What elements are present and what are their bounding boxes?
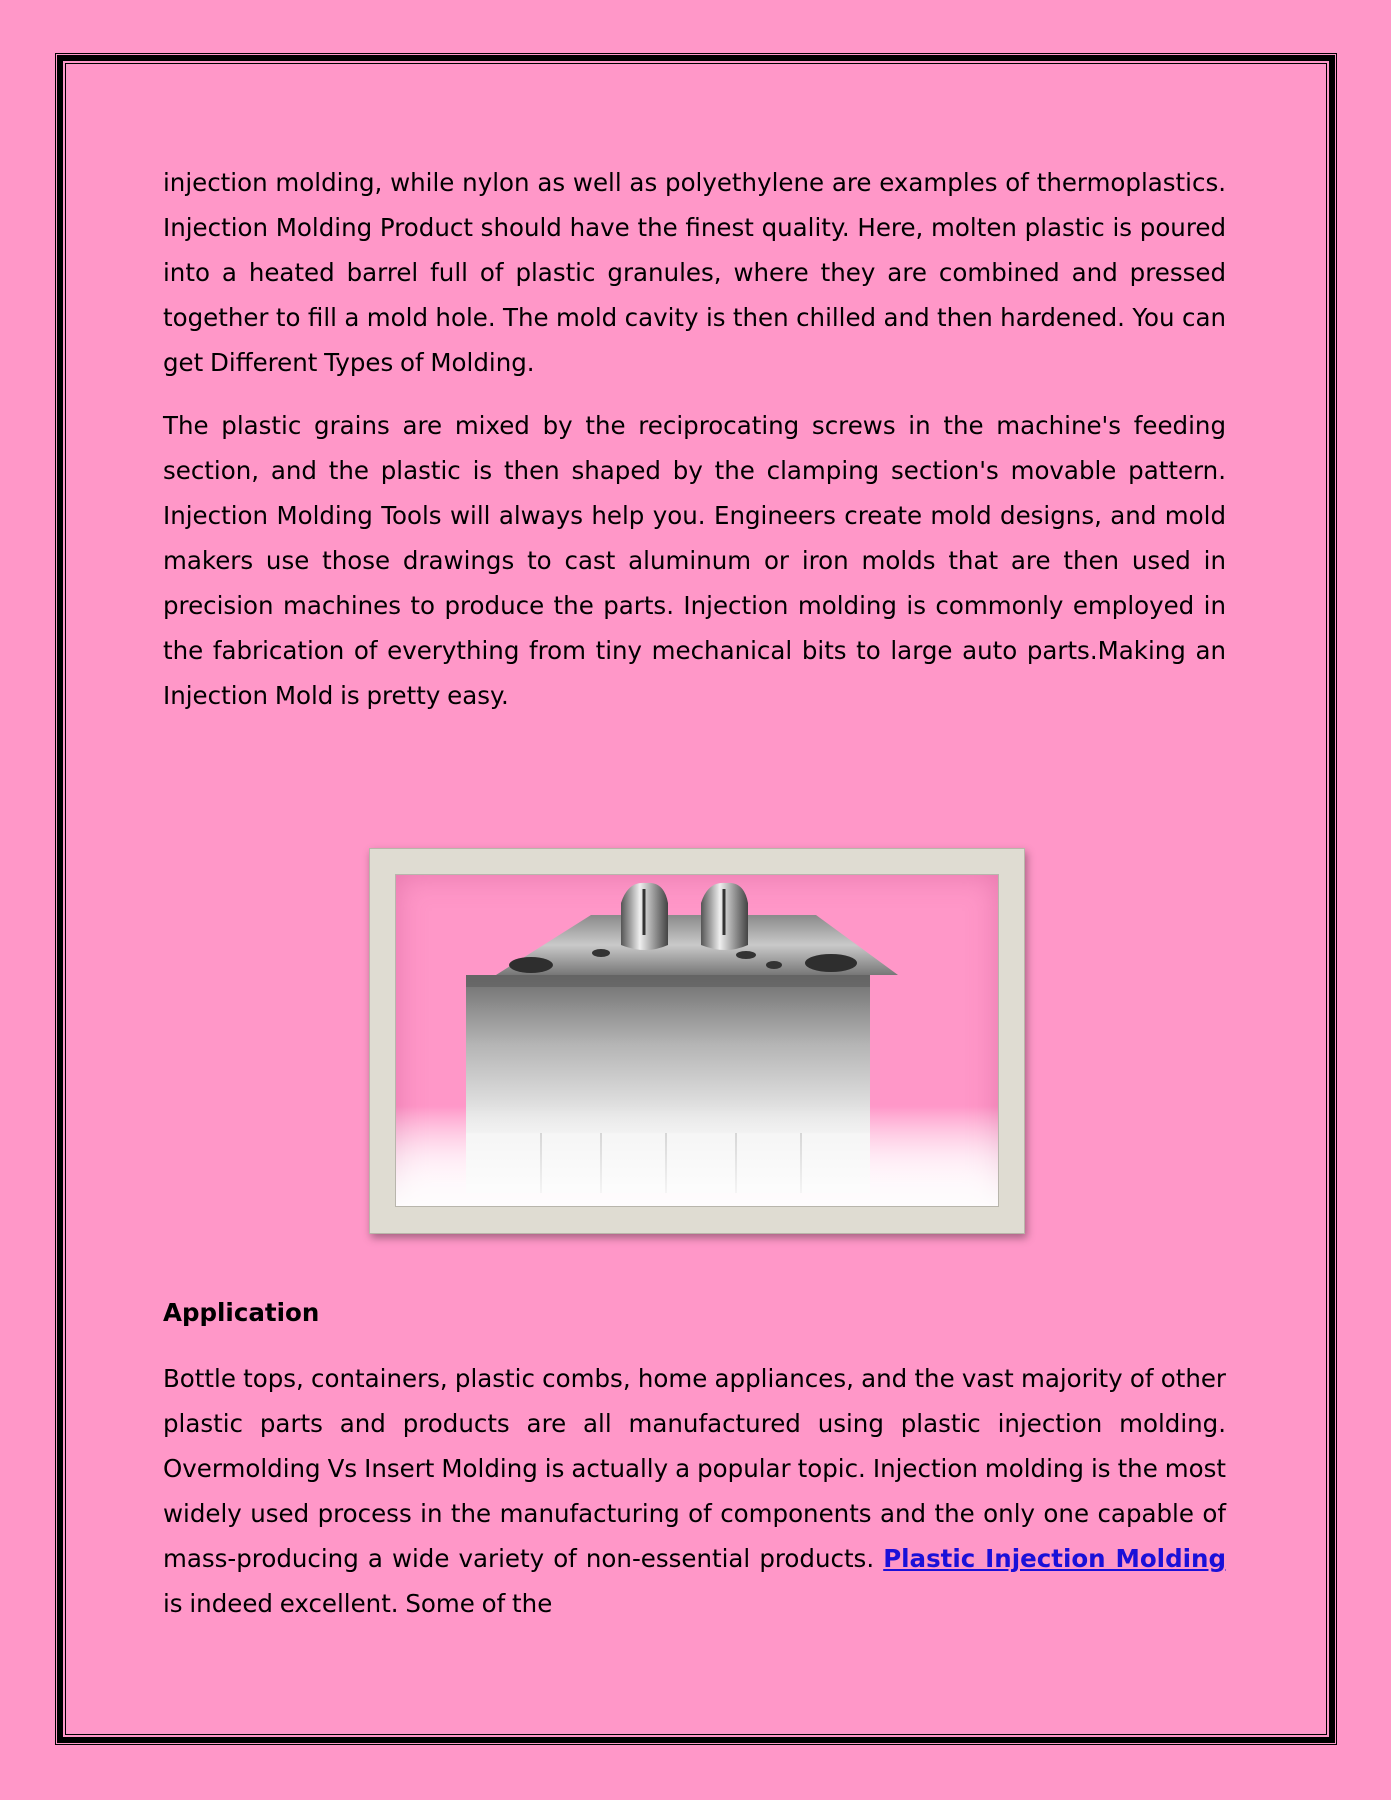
mold-hole-right — [805, 954, 857, 972]
mold-hole-left — [509, 957, 553, 973]
mold-hole-small — [736, 951, 756, 959]
mold-figure — [369, 848, 1025, 1234]
paragraph-screws: The plastic grains are mixed by the reciprocating screws in the machine's feeding section, and the plastic is then shaped by the clamping section's movable pattern. Injection Molding Tools will always help you. Engineers create mold designs, and mold makers use those drawings to cast aluminum or iron molds that are then used in precision machines to produce the parts. Injection molding is commonly employed in the fabrication of everything from tiny mechanical bits to large auto parts.Making an Injection Mold is pretty easy. — [163, 411, 1226, 710]
image-fade — [396, 1105, 999, 1207]
mold-hole-small — [592, 949, 610, 957]
section-heading-application: Application — [163, 1298, 320, 1327]
body-text-top — [163, 160, 1226, 736]
injection-mold-icon — [395, 874, 999, 1207]
mold-image-svg — [396, 875, 999, 1207]
paragraph-application — [163, 1356, 1226, 1626]
mold-edge — [466, 975, 870, 987]
mold-hole-small — [766, 961, 782, 969]
application-text-before-link: Bottle tops, containers, plastic combs, home appliances, and the vast majority of other plastic parts and products are all manufactured using plastic injection molding. Overmolding Vs Insert Molding is actually a popular topic. Injection molding is the most widely used process in the manufacturing of components and the only one capable of mass-producing a wide variety of non-essential products. — [163, 1364, 1226, 1573]
application-text-after-link: is indeed excellent. Some of the — [163, 1589, 553, 1618]
body-text-application — [163, 1356, 1226, 1644]
paragraph-thermoplastics: injection molding, while nylon as well as polyethylene are examples of thermoplastics. Injection Molding Product should have the finest quality. Here, molten plastic is poured into a heated barrel full of plastic granules, where they are combined and pressed together to fill a mold hole. The mold cavity is then chilled and then hardened. You can get Different Types of Molding. — [163, 168, 1226, 377]
plastic-injection-molding-link[interactable]: Plastic Injection Molding — [883, 1544, 1226, 1573]
